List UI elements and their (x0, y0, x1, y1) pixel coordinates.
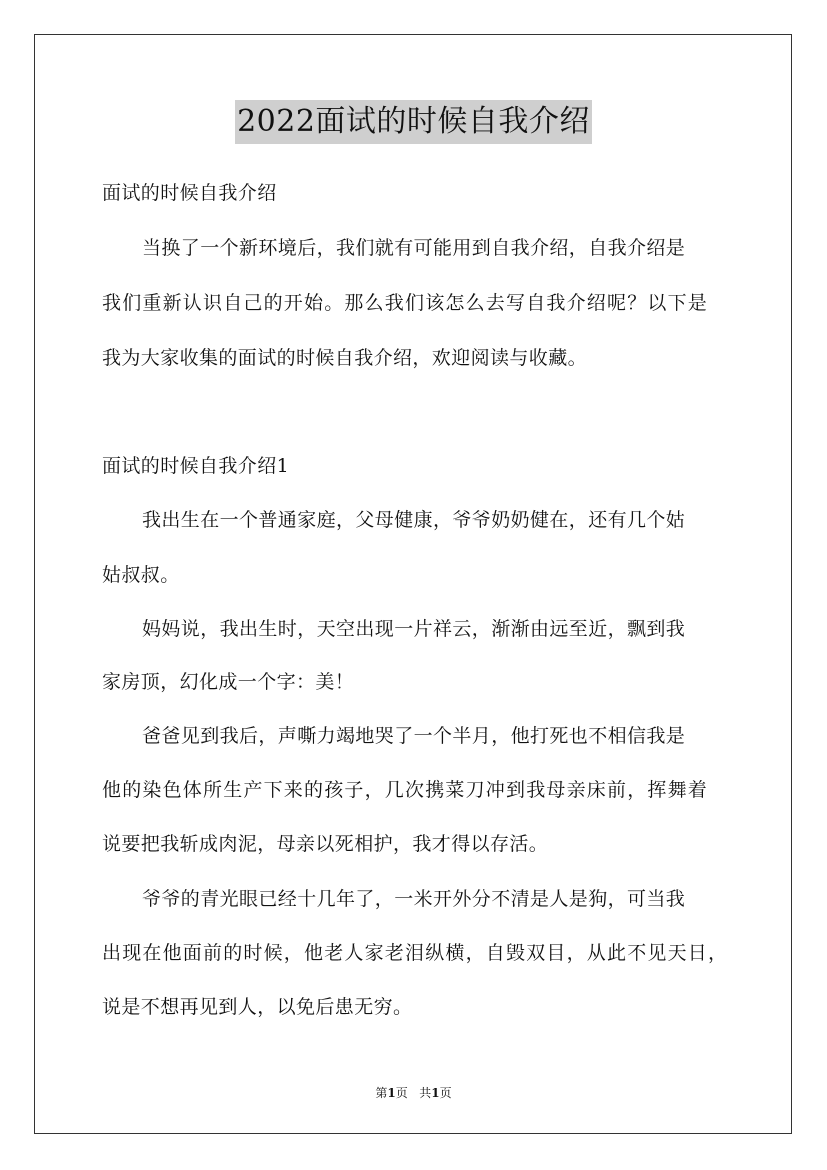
total-suffix: 页 (439, 1086, 452, 1100)
paragraph-line: 我出生在一个普通家庭，父母健康，爷爷奶奶健在，还有几个姑 (142, 509, 686, 531)
section-heading: 面试的时候自我介绍1 (102, 455, 290, 477)
page-number: 1 (387, 1086, 396, 1100)
paragraph-line: 妈妈说，我出生时，天空出现一片祥云，渐渐由远至近，飘到我 (142, 618, 686, 640)
paragraph-line: 我为大家收集的面试的时候自我介绍，欢迎阅读与收藏。 (102, 347, 588, 369)
document-title: 2022面试的时候自我介绍 (235, 100, 592, 144)
title-container (0, 100, 827, 144)
paragraph-line: 爷爷的青光眼已经十几年了，一米开外分不清是人是狗，可当我 (142, 888, 686, 910)
page-prefix: 第 (375, 1086, 388, 1100)
paragraph-line: 当换了一个新环境后，我们就有可能用到自我介绍，自我介绍是 (142, 237, 686, 259)
page-footer (0, 1085, 827, 1101)
paragraph-line: 他的染色体所生产下来的孩子，几次携菜刀冲到我母亲床前，挥舞着 (102, 779, 709, 801)
paragraph-line: 爸爸见到我后，声嘶力竭地哭了一个半月，他打死也不相信我是 (142, 725, 686, 747)
paragraph-line: 出现在他面前的时候，他老人家老泪纵横，自毁双目，从此不见天日， (102, 942, 729, 964)
page-suffix: 页 (395, 1086, 408, 1100)
section-heading: 面试的时候自我介绍 (102, 182, 277, 204)
paragraph-line: 说要把我斩成肉泥，母亲以死相护，我才得以存活。 (102, 833, 549, 855)
paragraph-line: 姑叔叔。 (102, 564, 180, 586)
total-pages: 1 (431, 1086, 440, 1100)
total-prefix: 共 (419, 1086, 432, 1100)
paragraph-line: 说是不想再见到人，以免后患无穷。 (102, 996, 413, 1018)
paragraph-line: 家房顶，幻化成一个字：美！ (102, 671, 355, 693)
paragraph-line: 我们重新认识自己的开始。那么我们该怎么去写自我介绍呢？以下是 (102, 292, 709, 314)
